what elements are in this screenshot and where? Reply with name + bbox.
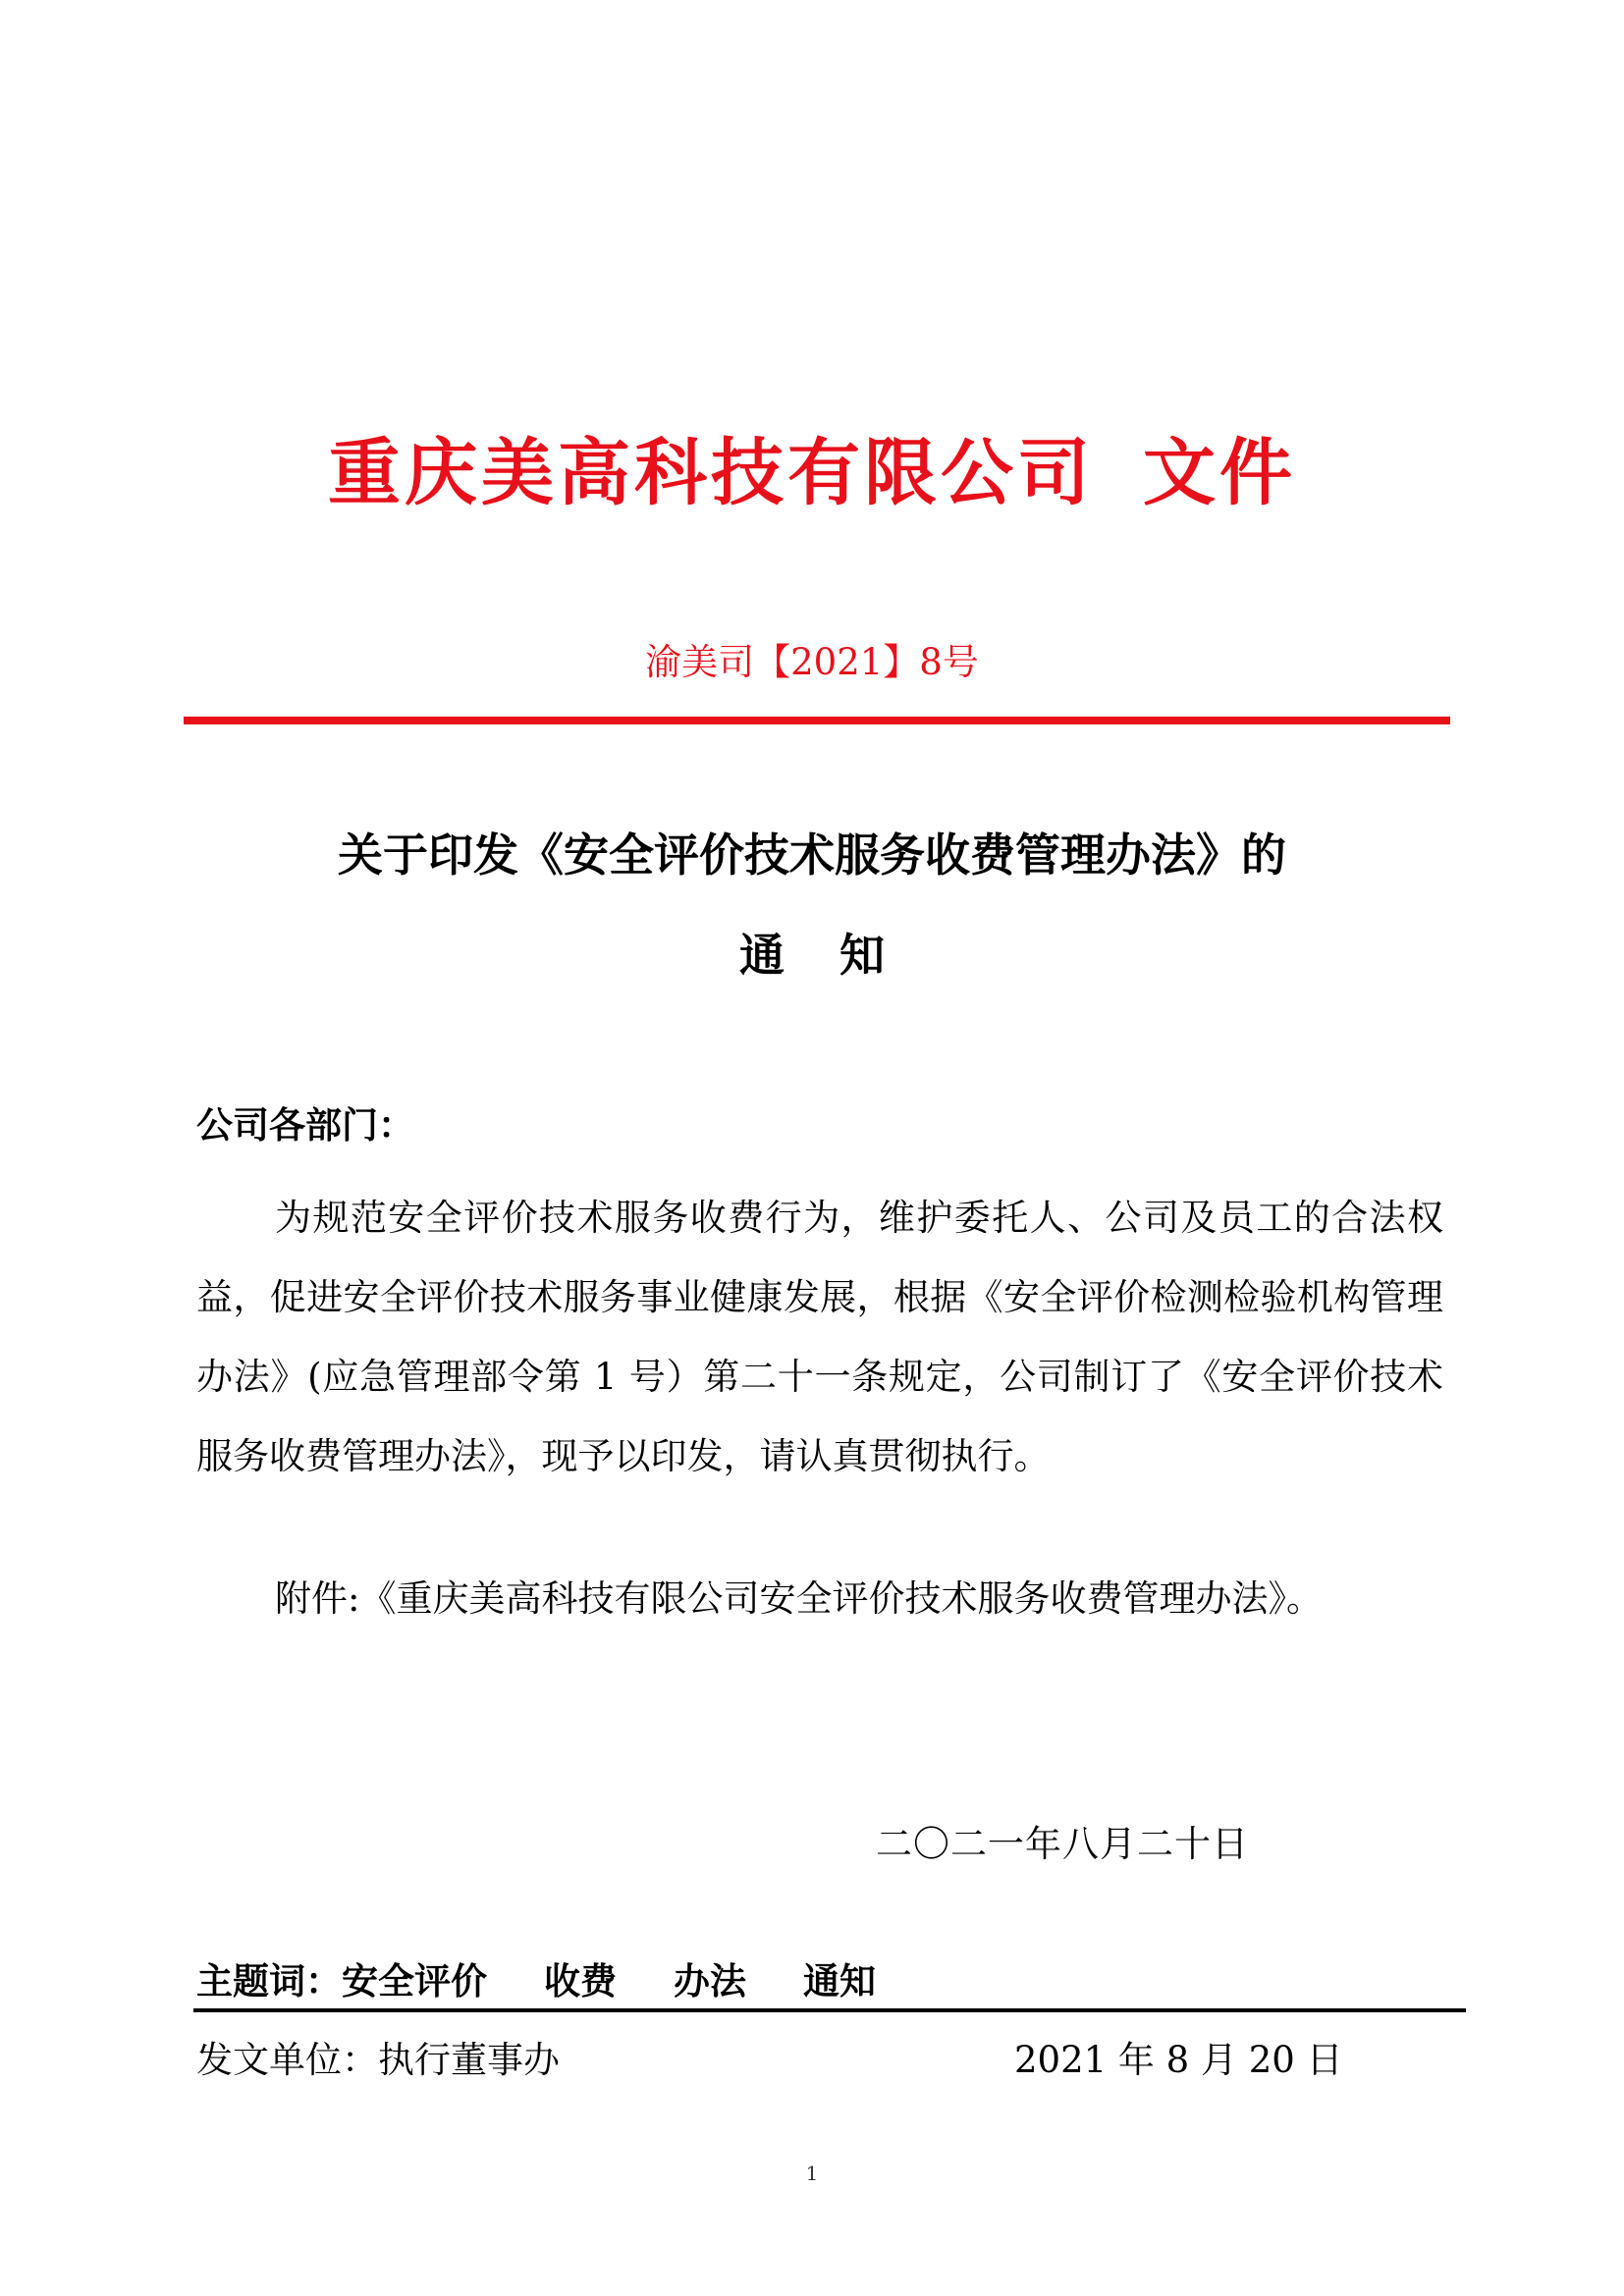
issuing-unit: 发文单位：执行董事办 bbox=[196, 2039, 560, 2081]
document-number: 渝美司【2021】8号 bbox=[645, 641, 979, 683]
subject-keywords bbox=[196, 1960, 876, 2002]
notice-title: 关于印发《安全评价技术服务收费管理办法》的 bbox=[338, 828, 1286, 881]
issue-date: 2021 年 8 月 20 日 bbox=[1014, 2039, 1343, 2081]
attachment-note: 附件:《重庆美高科技有限公司安全评价技术服务收费管理办法》。 bbox=[275, 1577, 1323, 1620]
red-divider bbox=[184, 717, 1450, 724]
body-paragraph: 为规范安全评价技术服务收费行为，维护委托人、公司及员工的合法权益，促进安全评价技术服务事业健康发展，根据《安全评价检测检验机构管理办法》(应急管理部令第 1 号）第二十一条规定，公司制订了《安全评价技术服务收费管理办法》，现予以印发，请认真贯彻执行。 bbox=[196, 1197, 1443, 1477]
document-header-title bbox=[0, 431, 1624, 515]
keyword: 收费 bbox=[544, 1960, 617, 2002]
notice-title-line2: 通知 bbox=[739, 929, 940, 982]
signing-date: 二〇二一年八月二十日 bbox=[876, 1823, 1249, 1865]
keywords-label: 主题词： bbox=[196, 1960, 342, 2002]
page-number: 1 bbox=[805, 2162, 819, 2185]
salutation: 公司各部门： bbox=[196, 1104, 414, 1147]
keyword: 安全评价 bbox=[342, 1960, 487, 2002]
document-type: 文件 bbox=[1143, 431, 1296, 515]
keyword: 通知 bbox=[803, 1960, 876, 2002]
footer-divider bbox=[193, 2008, 1466, 2012]
keyword: 办法 bbox=[674, 1960, 746, 2002]
company-name: 重庆美高科技有限公司 bbox=[328, 431, 1094, 515]
